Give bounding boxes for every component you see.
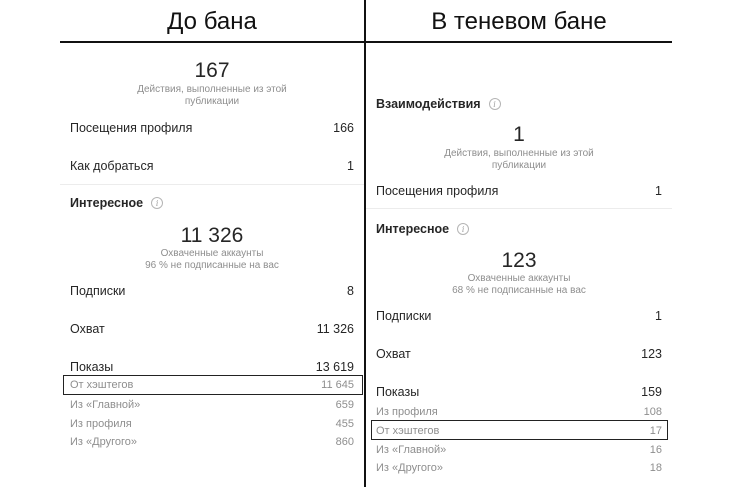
reach-count: 123 bbox=[501, 249, 537, 272]
row-label: Посещения профиля bbox=[70, 121, 193, 135]
section-title: Взаимодействия bbox=[376, 97, 481, 111]
row-value: 159 bbox=[641, 385, 662, 399]
row-label: Посещения профиля bbox=[376, 184, 499, 198]
row-value: 16 bbox=[649, 444, 662, 456]
panel-shadow-ban bbox=[366, 42, 672, 487]
row-from-profile[interactable] bbox=[70, 418, 354, 430]
row-value: 166 bbox=[333, 121, 354, 135]
row-label: Как добраться bbox=[70, 159, 154, 173]
reach-caption-2: 96 % не подписанные на вас bbox=[145, 260, 279, 271]
row-value: 13 619 bbox=[315, 360, 354, 374]
panel-before-ban bbox=[60, 42, 364, 487]
row-value: 659 bbox=[335, 399, 354, 411]
section-title: Интересное bbox=[376, 222, 450, 236]
row-value: 123 bbox=[641, 347, 662, 361]
row-impressions[interactable] bbox=[70, 360, 354, 374]
actions-caption: Действия, выполненные из этой bbox=[444, 148, 594, 159]
reach-caption: Охваченные аккаунты bbox=[467, 273, 571, 284]
row-label: Из «Главной» bbox=[376, 444, 447, 456]
row-from-other[interactable] bbox=[376, 462, 662, 474]
section-divider bbox=[366, 208, 672, 209]
row-impressions[interactable] bbox=[376, 385, 662, 399]
row-label: Показы bbox=[70, 360, 114, 374]
row-reach[interactable] bbox=[376, 347, 662, 361]
row-value: 455 bbox=[335, 418, 354, 430]
row-from-home[interactable] bbox=[70, 399, 354, 411]
row-from-profile[interactable] bbox=[376, 406, 662, 418]
row-label: От хэштегов bbox=[376, 425, 440, 437]
highlight-box-hashtags bbox=[371, 420, 668, 440]
header-before-ban: До бана bbox=[167, 8, 257, 35]
info-icon[interactable]: i bbox=[457, 223, 469, 235]
row-label: Из профиля bbox=[376, 406, 438, 418]
header-shadow-ban: В теневом бане bbox=[431, 8, 607, 35]
reach-caption: Охваченные аккаунты bbox=[160, 248, 264, 259]
row-label: Охват bbox=[70, 322, 105, 336]
row-value: 11 645 bbox=[321, 379, 354, 391]
reach-count: 11 326 bbox=[180, 224, 244, 247]
row-value: 17 bbox=[649, 425, 662, 437]
row-value: 11 326 bbox=[316, 322, 354, 336]
row-label: Подписки bbox=[376, 309, 432, 323]
section-title: Интересное bbox=[70, 196, 144, 210]
row-value: 1 bbox=[655, 309, 662, 323]
row-value: 1 bbox=[655, 184, 662, 198]
actions-caption: Действия, выполненные из этой bbox=[137, 84, 287, 95]
row-label: Из «Главной» bbox=[70, 399, 141, 411]
row-follows[interactable] bbox=[376, 309, 662, 323]
actions-count: 1 bbox=[513, 123, 525, 146]
row-profile-visits[interactable] bbox=[376, 184, 662, 198]
row-reach[interactable] bbox=[70, 322, 354, 336]
section-interactions bbox=[376, 97, 501, 111]
reach-caption-2: 68 % не подписанные на вас bbox=[452, 285, 586, 296]
section-interesting bbox=[376, 222, 469, 236]
row-label: Охват bbox=[376, 347, 411, 361]
actions-count: 167 bbox=[194, 59, 230, 82]
row-value: 1 bbox=[347, 159, 354, 173]
row-label: Из профиля bbox=[70, 418, 132, 430]
section-divider bbox=[60, 184, 364, 185]
section-interesting bbox=[70, 196, 163, 210]
row-value: 8 bbox=[347, 284, 354, 298]
row-follows[interactable] bbox=[70, 284, 354, 298]
row-from-other[interactable] bbox=[70, 436, 354, 448]
row-label: От хэштегов bbox=[70, 379, 134, 391]
row-label: Из «Другого» bbox=[376, 462, 443, 474]
row-value: 860 bbox=[335, 436, 354, 448]
row-value: 18 bbox=[649, 462, 662, 474]
info-icon[interactable]: i bbox=[489, 98, 501, 110]
row-value: 108 bbox=[643, 406, 662, 418]
actions-caption-2: публикации bbox=[491, 160, 547, 171]
highlight-box-hashtags bbox=[63, 375, 363, 395]
row-profile-visits[interactable] bbox=[70, 121, 354, 135]
row-label: Подписки bbox=[70, 284, 126, 298]
row-from-home[interactable] bbox=[376, 444, 662, 456]
row-label: Из «Другого» bbox=[70, 436, 137, 448]
row-directions[interactable] bbox=[70, 159, 354, 173]
info-icon[interactable]: i bbox=[151, 197, 163, 209]
row-label: Показы bbox=[376, 385, 420, 399]
actions-caption-2: публикации bbox=[184, 96, 240, 107]
